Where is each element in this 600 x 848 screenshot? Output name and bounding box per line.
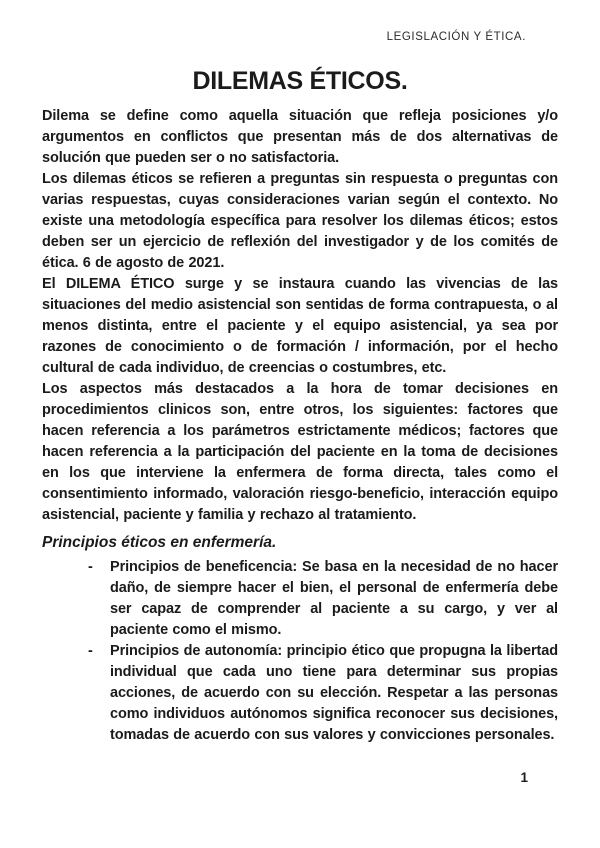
list-item-text: Principios de autonomía: principio ético que propugna la libertad individual que cada uno tiene para determinar sus propias acciones, de acuerdo con su elección. Respetar a las personas como individuos autónomos significa reconocer sus decisiones, tomadas de acuerdo con sus valores y convicciones personales. — [110, 643, 558, 743]
page-number: 1 — [520, 770, 528, 785]
paragraph-aspectos-destacados: Los aspectos más destacados a la hora de tomar decisiones en procedimientos clinicos son, entre otros, los siguientes: factores que hacen referencia a los parámetros estrictamente médicos; factores que hacen referencia a la participación del paciente en la toma de decisiones en los que interviene la enfermera de forma directa, tales como el consentimiento informado, valoración riesgo-beneficio, interacción equipo asistencial, paciente y familia y rechazo al tratamiento. — [42, 381, 558, 523]
list-item-beneficencia — [42, 557, 558, 641]
document-body — [42, 106, 558, 746]
list-item-autonomia — [42, 641, 558, 746]
bullet-dash-marker: - — [88, 643, 93, 659]
document-title: DILEMAS ÉTICOS. — [192, 67, 408, 95]
section-heading-principios: Principios éticos en enfermería. — [42, 534, 277, 551]
paragraph-dilemas-eticos: Los dilemas éticos se refieren a preguntas sin respuesta o preguntas con varias respuestas, cuyas consideraciones varian según el contexto. No existe una metodología específica para resolver los dilemas éticos; estos deben ser un ejercicio de reflexión del investigador y de los comités de ética. 6 de agosto de 2021. — [42, 171, 558, 271]
bullet-dash-marker: - — [88, 559, 93, 575]
list-item-text: Principios de beneficencia: Se basa en la necesidad de no hacer daño, de siempre hacer el bien, el personal de enfermería debe ser capaz de comprender al paciente a su cargo, y ver al paciente como el mismo. — [110, 559, 558, 638]
running-header: LEGISLACIÓN Y ÉTICA. — [386, 31, 526, 43]
paragraph-dilema-etico-surge: El DILEMA ÉTICO surge y se instaura cuando las vivencias de las situaciones del medio asistencial son sentidas de forma contrapuesta, o al menos distinta, entre el paciente y el equipo asistencial, ya sea por razones de conocimiento o de formación / información, por el hecho cultural de cada individuo, de creencias o costumbres, etc. — [42, 276, 558, 376]
principios-list — [42, 557, 558, 746]
paragraph-definition-dilema: Dilema se define como aquella situación que refleja posiciones y/o argumentos en conflictos que presentan más de dos alternativas de solución que pueden ser o no satisfactoria. — [42, 108, 558, 166]
